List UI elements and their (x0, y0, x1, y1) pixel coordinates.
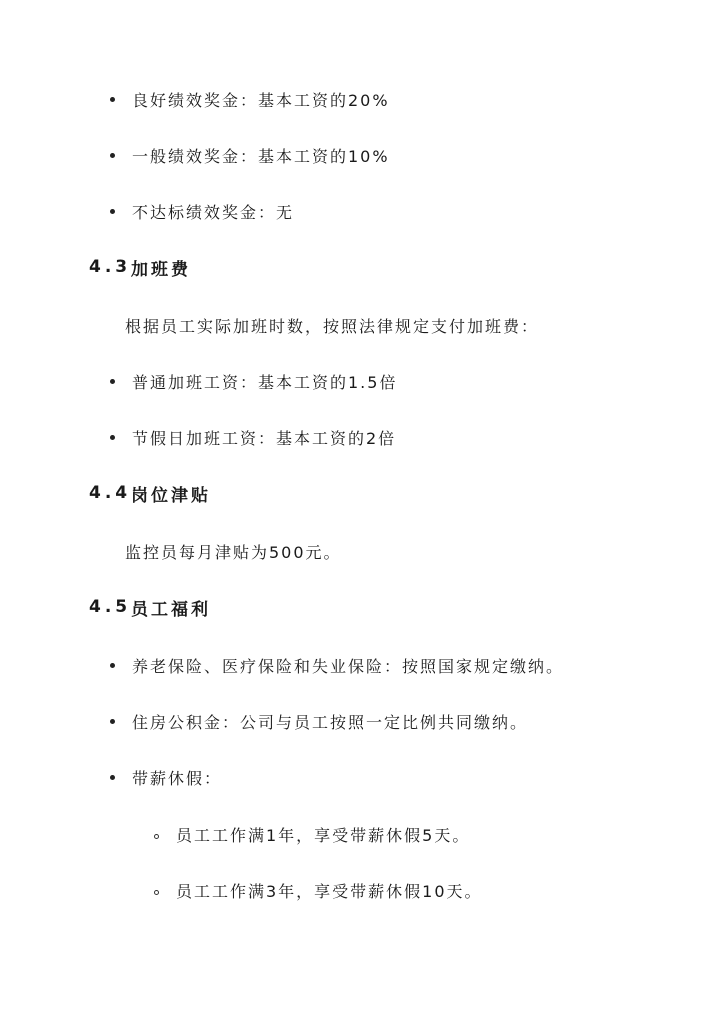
sub-list-item-text: 员工工作满3年，享受带薪休假10天。 (176, 881, 483, 901)
list-item-text: 住房公积金：公司与员工按照一定比例共同缴纳。 (132, 712, 529, 732)
section-heading-benefits (0, 592, 720, 622)
list-item (0, 366, 720, 396)
sub-list-item (0, 875, 720, 905)
list-item (0, 650, 720, 680)
list-item (0, 422, 720, 452)
section-number: 4.4 (89, 483, 132, 503)
section-heading-allowance (0, 478, 720, 508)
section-title: 岗位津贴 (131, 485, 211, 506)
section-heading-overtime (0, 252, 720, 282)
paragraph-text: 监控员每月津贴为500元。 (125, 542, 342, 562)
list-item (0, 706, 720, 736)
circle-bullet-icon (154, 834, 159, 839)
list-item (0, 84, 720, 114)
section-title: 加班费 (131, 259, 191, 280)
list-item-text: 养老保险、医疗保险和失业保险：按照国家规定缴纳。 (132, 656, 565, 676)
paragraph (0, 310, 720, 340)
bullet-icon (110, 209, 115, 214)
bullet-icon (110, 97, 115, 102)
sub-list-item-text: 员工工作满1年，享受带薪休假5天。 (176, 825, 471, 845)
circle-bullet-icon (154, 890, 159, 895)
section-title: 员工福利 (131, 599, 211, 620)
list-item-text: 一般绩效奖金：基本工资的10% (132, 146, 390, 166)
bullet-icon (110, 663, 115, 668)
list-item (0, 196, 720, 226)
bullet-icon (110, 719, 115, 724)
paragraph-text: 根据员工实际加班时数，按照法律规定支付加班费： (125, 316, 540, 336)
bullet-icon (110, 379, 115, 384)
sub-list-item (0, 819, 720, 849)
list-item (0, 140, 720, 170)
paragraph (0, 536, 720, 566)
bullet-icon (110, 153, 115, 158)
list-item-text: 带薪休假： (132, 768, 223, 788)
list-item-text: 不达标绩效奖金：无 (132, 202, 295, 222)
section-number: 4.3 (89, 257, 132, 277)
list-item-text: 良好绩效奖金：基本工资的20% (132, 90, 390, 110)
list-item-text: 节假日加班工资：基本工资的2倍 (132, 428, 397, 448)
list-item (0, 762, 720, 792)
list-item-text: 普通加班工资：基本工资的1.5倍 (132, 372, 398, 392)
bullet-icon (110, 435, 115, 440)
section-number: 4.5 (89, 597, 132, 617)
bullet-icon (110, 775, 115, 780)
